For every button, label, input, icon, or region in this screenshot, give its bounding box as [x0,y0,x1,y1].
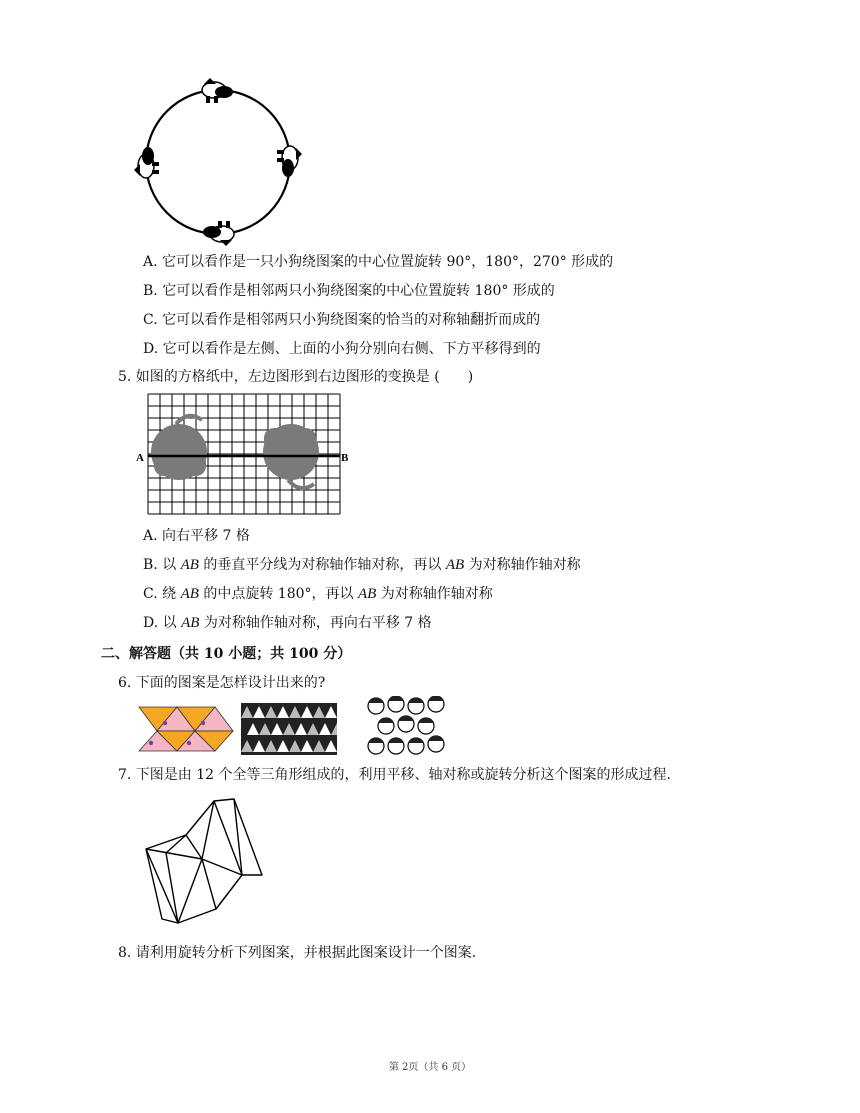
triangles-figure [142,797,266,925]
section-heading: 二、解答题（共 10 小题；共 100 分） [101,646,352,662]
ab-symbol: AB [180,586,199,602]
q4-option-a: A. 它可以看作是一只小狗绕图案的中心位置旋转 90°，180°，270° 形成的 [143,254,614,270]
ab-symbol: AB [180,557,199,573]
face-hat [368,698,384,704]
apple-left-shape [151,416,207,480]
point-b-label: B [341,452,349,464]
q7-stem: 7. 下图是由 12 个全等三角形组成的，利用平移、轴对称或旋转分析这个图案的形成过程. [118,767,671,783]
q5-option-c-mid: 的中点旋转 180°，再以 [198,586,358,602]
page-footer: 第 2页（共 6 页） [388,1062,472,1073]
q5-option-d [143,613,432,633]
q5-option-c-post: 为对称轴作轴对称 [376,586,493,602]
circle-outline [146,90,290,234]
q6-stem: 6. 下面的图案是怎样设计出来的? [118,675,326,691]
q4-option-c: C. 它可以看作是相邻两只小狗绕图案的恰当的对称轴翻折而成的 [143,312,541,328]
face-hat [388,696,404,701]
pattern-faces-figure [366,696,450,758]
pattern-triangles-figure [137,703,235,753]
q8-stem: 8. 请利用旋转分析下列图案，并根据此图案设计一个图案. [118,945,477,961]
face-hat [388,738,404,744]
q4-option-b: B. 它可以看作是相邻两只小狗绕图案的中心位置旋转 180° 形成的 [143,283,555,299]
dog-icon-left [134,147,159,178]
q5-stem: 5. 如图的方格纸中，左边图形到右边图形的变换是 ( ) [118,369,474,385]
dog-icon-right [277,146,302,177]
ab-symbol: AB [445,557,465,573]
dog-icon-bottom [203,221,234,246]
q5-option-b-pre: B. 以 [143,557,181,573]
q5-option-b-mid: 的垂直平分线为对称轴作轴对称，再以 [198,557,446,573]
dog-circle-figure [128,76,318,248]
q5-option-a: A. 向右平移 7 格 [143,528,250,544]
pattern-checker-figure [241,703,337,755]
face-hat [428,736,444,742]
q5-option-b [143,555,581,575]
q5-option-c [143,584,493,604]
q5-option-d-pre: D. 以 [143,615,182,631]
face-motifs [368,696,444,754]
face-hat [378,718,394,724]
face-hat [408,698,424,704]
dog-icon-top [202,78,233,103]
face-hat [418,718,434,724]
point-a-label: A [136,452,144,464]
q5-option-b-post: 为对称轴作轴对称 [464,557,581,573]
face-hat [408,738,424,744]
face-hat [428,696,444,701]
ab-symbol: AB [181,615,200,631]
face-hat [368,738,384,744]
q5-option-d-post: 为对称轴作轴对称，再向右平移 7 格 [199,615,432,631]
grid-figure [134,390,352,522]
q4-option-d: D. 它可以看作是左侧、上面的小狗分别向右侧、下方平移得到的 [143,341,541,357]
q5-option-c-pre: C. 绕 [143,586,181,602]
face-hat [398,716,414,722]
ab-symbol: AB [357,586,377,602]
